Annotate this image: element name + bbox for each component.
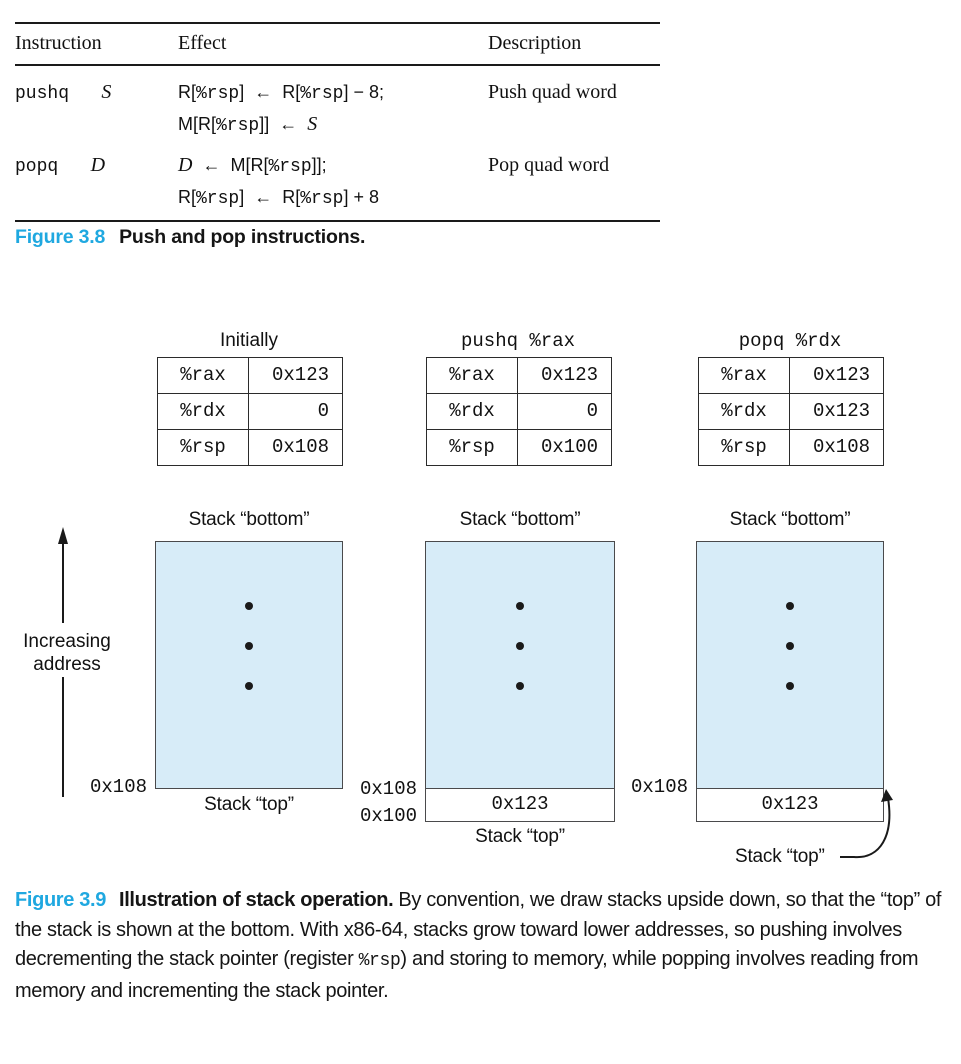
- table-body: [15, 66, 660, 220]
- dot: [245, 642, 253, 650]
- register-value: 0x123: [812, 364, 870, 386]
- dot: [786, 602, 794, 610]
- register-row: [158, 429, 342, 465]
- effect-popq: [178, 150, 488, 214]
- register-row: [699, 358, 883, 393]
- effect-line: D ← M[R[%rsp]];: [178, 154, 327, 177]
- state-title-popq: popq %rdx: [738, 330, 842, 352]
- effect-line: M[R[%rsp]] ← S: [178, 113, 318, 136]
- register-name: %rdx: [158, 394, 249, 429]
- figure-3-9-caption-body: By convention, we draw stacks upside down, so that the “top” of the stack is shown at the bottom. With x86-64, stacks grow toward lower addresses, so pushing involves decrementing the stack pointer (register %rsp) and storing to memory, while popping involves reading from memory and incrementing the stack pointer.: [15, 889, 942, 1002]
- register-table-initially: [157, 357, 343, 466]
- register-value: 0x123: [812, 400, 870, 422]
- register-name: %rax: [158, 358, 249, 393]
- register-row: [427, 393, 611, 429]
- register-name: %rsp: [427, 430, 518, 465]
- description-popq: Pop quad word: [488, 154, 610, 176]
- effect-pushq: [178, 77, 488, 141]
- register-value: 0x108: [812, 436, 870, 458]
- dot: [516, 602, 524, 610]
- register-name: %rax: [427, 358, 518, 393]
- column-header-effect: Effect: [178, 32, 227, 54]
- register-value: 0x123: [540, 364, 598, 386]
- register-value: 0x100: [540, 436, 598, 458]
- axis-label-line: Increasing: [23, 631, 111, 652]
- stack-bottom-label-pushq: Stack “bottom”: [459, 509, 581, 530]
- register-table-pushq: [426, 357, 612, 466]
- register-name: %rsp: [158, 430, 249, 465]
- column-header-description: Description: [488, 32, 582, 54]
- register-value: 0: [317, 400, 329, 422]
- table-row-popq: [15, 150, 660, 214]
- register-row: [158, 358, 342, 393]
- description-pushq: Push quad word: [488, 81, 617, 103]
- figure-3-8-caption-text: Push and pop instructions.: [119, 226, 366, 248]
- figure-3-8-caption: [15, 226, 365, 249]
- stack-bottom-label-popq: Stack “bottom”: [729, 509, 851, 530]
- effect-line: R[%rsp] ← R[%rsp] − 8;: [178, 82, 384, 104]
- ellipsis-dots: [245, 602, 253, 690]
- stack-top-pointer-arrow: [836, 780, 940, 872]
- figure-3-9-caption-title: Illustration of stack operation.: [118, 889, 394, 911]
- register-value: 0x108: [271, 436, 329, 458]
- register-row: [699, 429, 883, 465]
- register-value: 0x123: [271, 364, 329, 386]
- register-name: %rdx: [427, 394, 518, 429]
- instruction-pushq: pushq S: [15, 81, 112, 104]
- figure-3-8-label: Figure 3.8: [15, 226, 106, 248]
- register-name: %rsp: [699, 430, 790, 465]
- dot: [245, 602, 253, 610]
- ellipsis-dots: [786, 602, 794, 690]
- column-header-instruction: Instruction: [15, 32, 102, 54]
- state-title-pushq: pushq %rax: [460, 330, 576, 352]
- address-label-0x108: 0x108: [89, 776, 147, 798]
- register-table-popq: [698, 357, 884, 466]
- instruction-popq: popq D: [15, 154, 106, 177]
- table-row-pushq: [15, 77, 660, 141]
- ellipsis-dots: [516, 602, 524, 690]
- figure-3-9-label: Figure 3.9: [15, 889, 106, 911]
- stack-bottom-label-initially: Stack “bottom”: [188, 509, 310, 530]
- increasing-address-label: [8, 630, 126, 676]
- address-label-0x108: 0x108: [359, 778, 417, 800]
- stack-top-label-popq: Stack “top”: [735, 846, 825, 867]
- register-row: [699, 393, 883, 429]
- dot: [786, 682, 794, 690]
- dot: [786, 642, 794, 650]
- stack-top-label-pushq: Stack “top”: [475, 826, 565, 847]
- figure-3-9-caption: [15, 886, 949, 1006]
- dot: [516, 682, 524, 690]
- pushed-value-cell: 0x123: [425, 788, 615, 822]
- register-name: %rax: [699, 358, 790, 393]
- register-row: [427, 358, 611, 393]
- register-row: [158, 393, 342, 429]
- dot: [516, 642, 524, 650]
- table-header-row: [15, 24, 660, 66]
- register-name: %rdx: [699, 394, 790, 429]
- dot: [245, 682, 253, 690]
- push-pop-instruction-table: [15, 22, 660, 222]
- popped-value-cell: 0x123: [696, 788, 884, 822]
- state-title-initially: Initially: [219, 330, 279, 351]
- stack-top-label-initially: Stack “top”: [204, 794, 294, 815]
- address-label-0x100: 0x100: [359, 805, 417, 827]
- address-label-0x108: 0x108: [630, 776, 688, 798]
- register-row: [427, 429, 611, 465]
- register-value: 0: [586, 400, 598, 422]
- effect-line: R[%rsp] ← R[%rsp] + 8: [178, 187, 379, 209]
- axis-label-line: address: [33, 654, 101, 675]
